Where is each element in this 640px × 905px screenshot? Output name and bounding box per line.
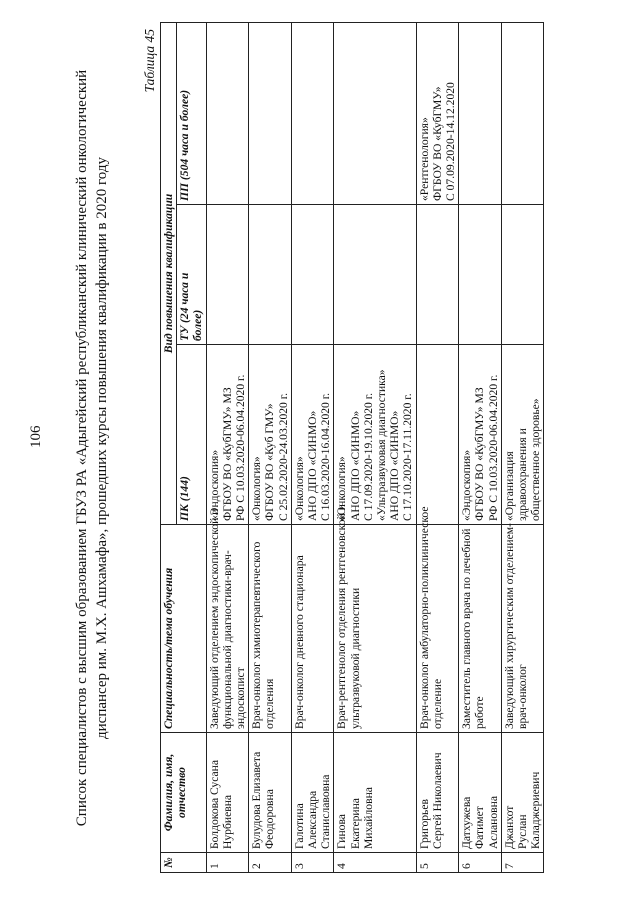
- cell-pk: [501, 345, 544, 525]
- cell-specialty: [206, 508, 249, 733]
- table-row: [206, 22, 249, 872]
- header-tu: [177, 205, 206, 345]
- pk-line: здравоохранения и: [516, 428, 530, 521]
- header-name-line: отчество: [175, 767, 189, 818]
- specialty-line: Заведующий отделением эндоскопической и: [207, 508, 221, 729]
- table-row: [416, 22, 459, 872]
- cell-num: 2: [249, 853, 292, 873]
- name-line: Булудова Елизавета: [250, 751, 264, 849]
- specialty-line: Врач-онколог дневного стационара: [292, 555, 306, 729]
- specialty-line: отделения: [263, 678, 277, 729]
- specialty-line: Врач-онколог амбулаторно-поликлиническое: [417, 506, 431, 729]
- cell-pp: [459, 22, 502, 204]
- header-qualification-group: Вид повышения квалификации: [161, 22, 177, 524]
- name-line: Гинова: [335, 814, 349, 849]
- cell-specialty: [291, 525, 334, 733]
- cell-specialty: [501, 525, 544, 733]
- name-line: Феодоровна: [263, 789, 277, 849]
- pp-line: С 07.09.2020-14.12.2020: [444, 82, 458, 201]
- caption-line-2: диспансер им. М.Х. Ашхамафа», прошедших курсы повышения квалификации в 2020 году: [94, 157, 110, 739]
- pk-line: АНО ДПО «СИНМО»: [348, 410, 362, 521]
- name-line: Михайловна: [361, 787, 375, 849]
- qualification-table: [160, 22, 544, 873]
- cell-tu: [291, 205, 334, 345]
- specialty-line: Врач-онколог химиотерапевтического: [250, 541, 264, 729]
- header-name-line: Фамилия, имя,: [162, 753, 175, 832]
- specialty-line: работе: [473, 696, 487, 729]
- pp-line: ФГБОУ ВО «КубГМУ»: [430, 86, 444, 201]
- pk-line: «Онкология»: [292, 456, 306, 521]
- header-pp: ПП (504 часа и более): [177, 22, 206, 204]
- specialty-line: врач-онколог: [516, 664, 530, 729]
- cell-pp: [416, 22, 459, 204]
- pk-line: «Ультразвуковая диагностика»: [375, 369, 389, 521]
- pk-line: «Онкология»: [250, 456, 264, 521]
- cell-pk: [291, 345, 334, 525]
- header-row-1: [161, 22, 177, 872]
- table-row: [459, 22, 502, 872]
- header-pk: ПК (144): [177, 345, 206, 525]
- name-line: Руслан: [516, 814, 530, 849]
- specialty-line: Заместитель главного врача по лечебной: [460, 528, 474, 729]
- cell-specialty: [249, 525, 292, 733]
- cell-pp: [206, 22, 249, 204]
- cell-name: [459, 733, 502, 853]
- pk-line: С 17.09.2020-19.10.2020 г.: [361, 392, 375, 521]
- name-line: Болдокова Сусана: [207, 759, 221, 849]
- cell-pk: [416, 345, 459, 525]
- name-line: Фатимет: [473, 806, 487, 849]
- name-line: Датхужева: [460, 796, 474, 849]
- name-line: Нурбиевна: [220, 794, 234, 849]
- specialty-line: ультразвуковой диагностики: [348, 587, 362, 729]
- pk-line: РФ С 10.03.2020-06.04.2020 г.: [486, 374, 500, 521]
- rotated-page-content: [72, 23, 592, 873]
- cell-tu: [334, 205, 416, 345]
- cell-pk: [206, 345, 249, 525]
- table-body: [206, 22, 544, 872]
- pk-line: С 25.02.2020-24.03.2020 г.: [276, 392, 290, 521]
- cell-pk: [334, 345, 416, 525]
- cell-name: [416, 733, 459, 853]
- header-specialty: Специальность/тема обучения: [161, 525, 207, 733]
- pk-line: «Эндоскопия»: [207, 449, 221, 521]
- cell-name: [501, 733, 544, 853]
- caption-line-1: Список специалистов с высшим образованием ГБУЗ РА «Адыгейский республиканский клинический онкологический: [74, 69, 90, 827]
- cell-name: [249, 733, 292, 853]
- specialty-line: отделение: [430, 678, 444, 729]
- pk-line: АНО ДПО «СИНМО»: [306, 410, 320, 521]
- name-line: Аслановна: [486, 796, 500, 849]
- name-line: Галотина: [292, 803, 306, 849]
- header-tu-line: ТУ (24 часа и: [178, 272, 192, 341]
- cell-name: [334, 733, 416, 853]
- name-line: Григорьев: [417, 799, 431, 849]
- cell-pk: [459, 345, 502, 525]
- table-row: [334, 22, 416, 872]
- pk-line: С 16.03.2020-16.04.2020 г.: [319, 392, 333, 521]
- header-tu-line: более): [191, 309, 205, 341]
- pk-line: «Онкология»: [335, 456, 349, 521]
- cell-num: 7: [501, 853, 544, 873]
- cell-tu: [249, 205, 292, 345]
- cell-num: 4: [334, 853, 416, 873]
- specialty-line: эндоскопист: [234, 667, 248, 729]
- specialty-line: Заведующий хирургическим отделением-: [502, 523, 516, 729]
- cell-pp: [501, 22, 544, 204]
- pk-line: «Организация: [502, 451, 516, 521]
- pk-line: «Эндоскопия»: [460, 449, 474, 521]
- header-num: №: [161, 853, 207, 873]
- pk-line: РФ С 10.03.2020-06.04.2020 г.: [234, 374, 248, 521]
- table-row: [291, 22, 334, 872]
- cell-specialty: [459, 525, 502, 733]
- name-line: Джанхот: [502, 805, 516, 849]
- cell-tu: [501, 205, 544, 345]
- cell-specialty: [334, 504, 416, 733]
- table-row: [249, 22, 292, 872]
- name-line: Сергей Николаевич: [430, 752, 444, 849]
- cell-num: 3: [291, 853, 334, 873]
- pp-line: «Рентгенология»: [417, 117, 431, 201]
- cell-num: 1: [206, 853, 249, 873]
- specialty-line: функциональной диагностики-врач-: [220, 550, 234, 729]
- name-line: Каладжериевич: [529, 771, 543, 849]
- cell-name: [206, 733, 249, 853]
- cell-pp: [291, 22, 334, 204]
- pk-line: ФГБОУ ВО «КубГМУ» МЗ: [473, 387, 487, 521]
- pk-line: ФГБОУ ВО «КубГМУ» МЗ: [220, 387, 234, 521]
- pk-line: АНО ДПО «СИНМО»: [388, 410, 402, 521]
- pk-line: ФГБОУ ВО «Куб ГМУ»: [263, 403, 277, 521]
- cell-pp: [334, 22, 416, 204]
- specialty-line: Врач-рентгенолог отделения рентгеновской и: [335, 504, 349, 729]
- pk-line: С 17.10.2020-17.11.2020 г.: [401, 393, 415, 521]
- cell-name: [291, 733, 334, 853]
- cell-tu: [416, 205, 459, 345]
- cell-pp: [249, 22, 292, 204]
- name-line: Александра: [306, 790, 320, 849]
- header-name: [161, 733, 207, 853]
- pk-line: общественное здоровье»: [529, 398, 543, 521]
- name-line: Екатерина: [348, 798, 362, 849]
- cell-pk: [249, 345, 292, 525]
- cell-num: 6: [459, 853, 502, 873]
- page-number: 106: [28, 425, 44, 448]
- cell-tu: [206, 205, 249, 345]
- table-label: Таблица 45: [142, 29, 157, 93]
- table-row: [501, 22, 544, 872]
- cell-specialty: [416, 506, 459, 733]
- cell-num: 5: [416, 853, 459, 873]
- cell-tu: [459, 205, 502, 345]
- name-line: Станиславовна: [319, 774, 333, 849]
